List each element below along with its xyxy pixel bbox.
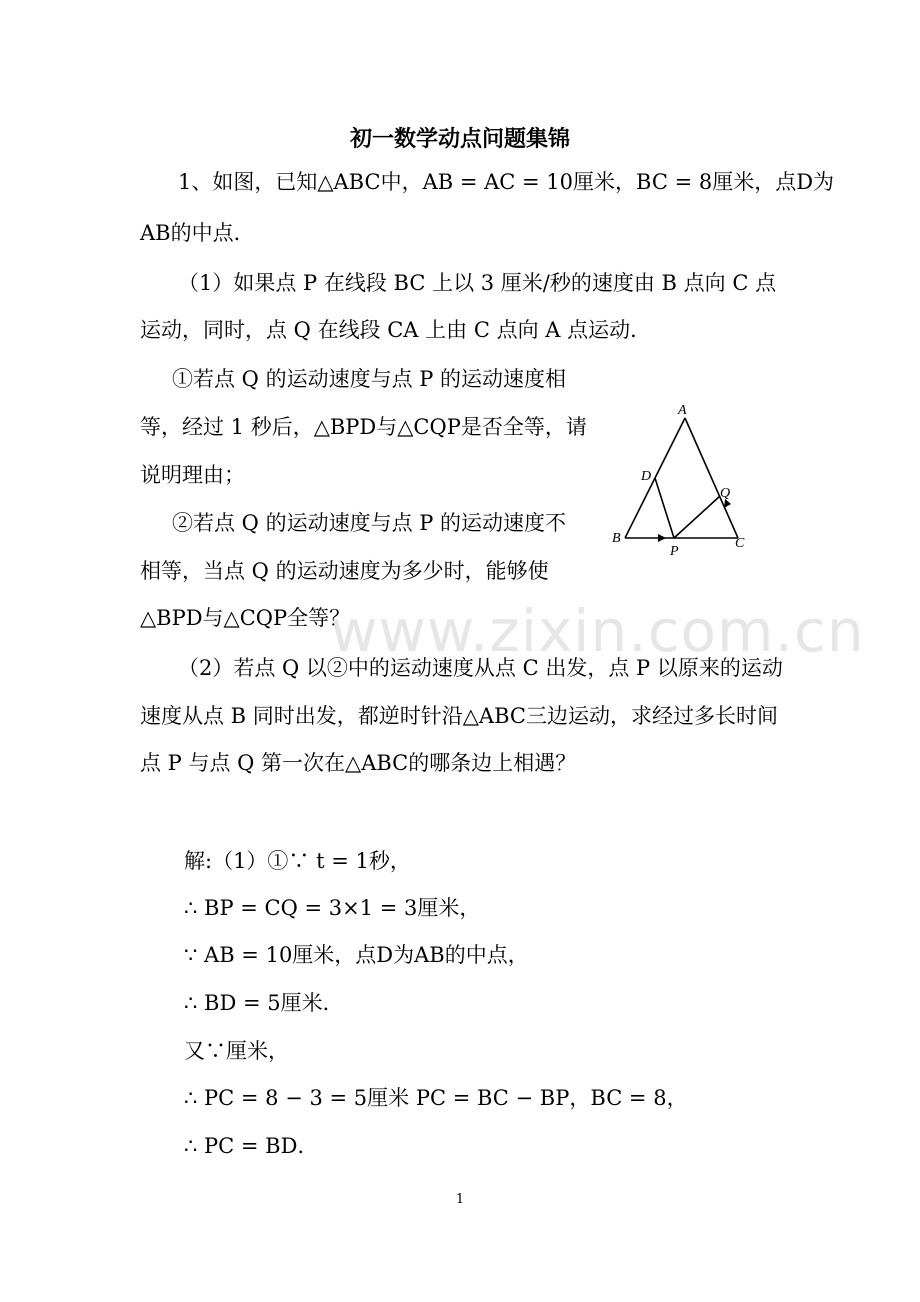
problem-line-10: △BPD与△CQP全等？ [140,606,351,630]
problem-line-4: 运动，同时，点 Q 在线段 CA 上由 C 点向 A 点运动． [140,318,652,342]
label-p: P [670,544,679,559]
solution-line-2: ∴ BP = CQ = 3×1 = 3厘米， [184,896,481,920]
solution-line-5: 又∵厘米， [184,1039,289,1063]
segment-dp [655,478,674,538]
problem-line-8: ②若点 Q 的运动速度与点 P 的运动速度不 [172,511,567,535]
label-d: D [641,469,652,484]
problem-line-7: 说明理由； [140,463,245,487]
problem-line-13: 点 P 与点 Q 第一次在△ABC的哪条边上相遇？ [140,751,577,775]
label-a: A [678,403,687,418]
solution-line-7: ∴ PC = BD． [184,1134,319,1158]
problem-line-5: ①若点 Q 的运动速度与点 P 的运动速度相 [172,367,567,391]
page-number: 1 [455,1192,465,1207]
label-c: C [735,536,745,551]
solution-line-1: 解:（1）①∵ t = 1秒， [184,849,411,873]
problem-line-2: AB的中点． [140,221,255,245]
label-b: B [612,531,621,546]
problem-line-9: 相等，当点 Q 的运动速度为多少时，能够使 [140,559,549,583]
segment-pq [674,496,720,538]
solution-line-3: ∵ AB = 10厘米，点D为AB的中点， [184,943,529,967]
problem-line-11: （2）若点 Q 以②中的运动速度从点 C 出发，点 P 以原来的运动 [178,656,783,680]
watermark: www.zixin.com.cn [330,597,865,665]
triangle-figure [608,398,758,563]
page-title: 初一数学动点问题集锦 [349,127,570,152]
solution-line-6: ∴ PC = 8 − 3 = 5厘米 PC = BC − BP，BC = 8， [184,1086,688,1110]
problem-line-3: （1）如果点 P 在线段 BC 上以 3 厘米/秒的速度由 B 点向 C 点 [178,271,777,295]
problem-line-1: 1、如图，已知△ABC中，AB = AC = 10厘米，BC = 8厘米，点D为 [178,170,835,194]
problem-line-6: 等，经过 1 秒后，△BPD与△CQP是否全等，请 [140,415,587,439]
solution-line-4: ∴ BD = 5厘米． [184,991,344,1015]
problem-line-12: 速度从点 B 同时出发，都逆时针沿△ABC三边运动，求经过多长时间 [140,704,778,728]
label-q: Q [720,486,731,501]
arrow-p-icon [658,534,666,542]
